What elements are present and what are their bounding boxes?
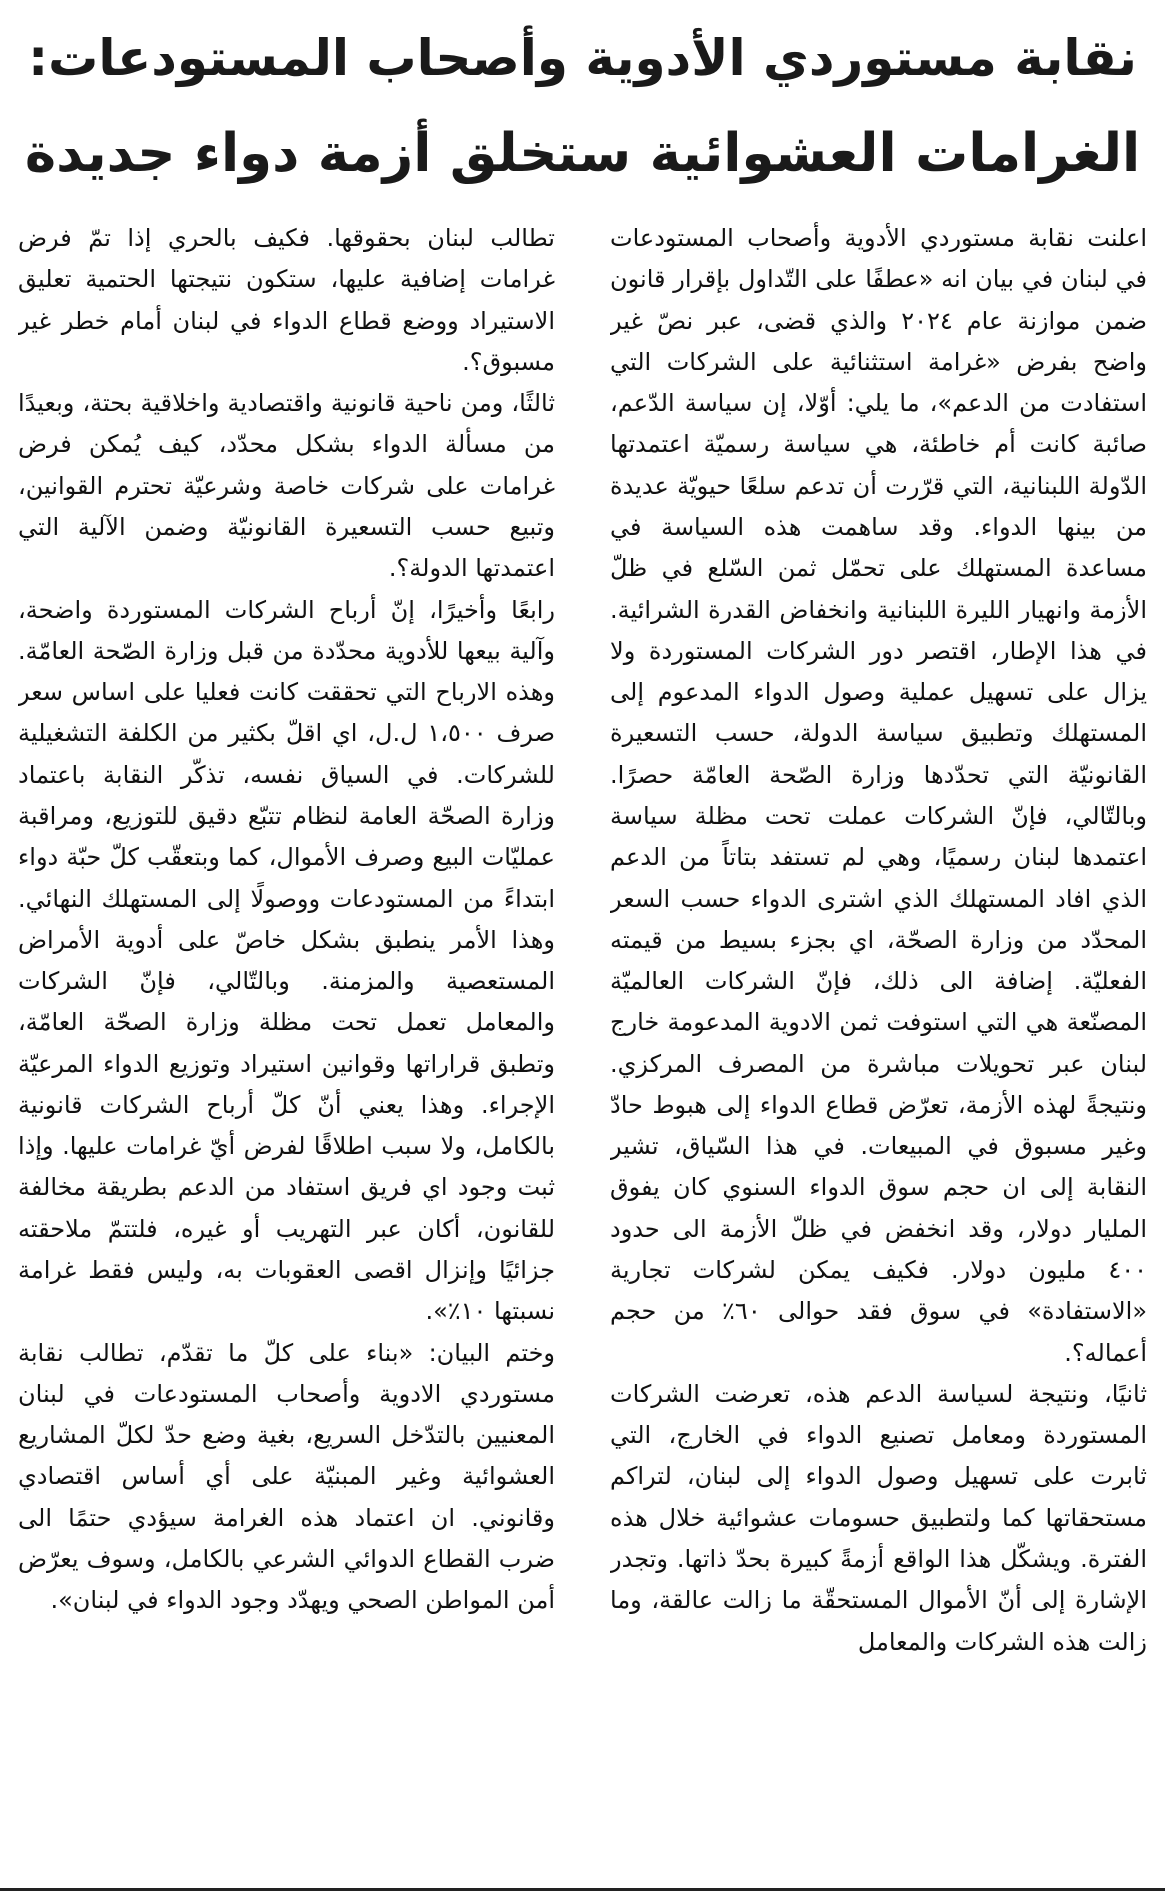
paragraph-point-two-continued: تطالب لبنان بحقوقها. فكيف بالحري إذا تمّ فرض غرامات إضافية عليها، ستكون نتيجتها الحتمية تعليق الاستيراد ووضع قطاع الدواء في لبنان أمام خطر غير مسبوق؟. xyxy=(18,224,555,376)
column-right xyxy=(610,218,1147,1868)
article-headline xyxy=(24,10,1141,210)
article-body xyxy=(18,218,1147,1868)
paragraph-point-three: ثالثًا، ومن ناحية قانونية واقتصادية واخلاقية بحتة، وبعيدًا من مسألة الدواء بشكل محدّد، كيف يُمكن فرض غرامات على شركات خاصة وشرعيّة تحترم القوانين، وتبيع حسب التسعيرة القانونيّة وضمن الآلية التي اعتمدتها الدولة؟. xyxy=(18,389,555,583)
column-left xyxy=(18,218,555,1868)
paragraph-point-two: ثانيًا، ونتيجة لسياسة الدعم هذه، تعرضت الشركات المستوردة ومعامل تصنيع الدواء في الخارج، التي ثابرت على تسهيل وصول الدواء إلى لبنان، لتراكم مستحقاتها كما ولتطبيق حسومات عشوائية خلال هذه الفترة. ويشكّل هذا الواقع أزمةً كبيرة بحدّ ذاتها. وتجدر الإشارة إلى أنّ الأموال المستحقّة ما زالت عالقة، وما زالت هذه الشركات والمعامل xyxy=(610,1379,1147,1656)
bottom-rule xyxy=(0,1888,1165,1891)
paragraph-intro-and-point-one: اعلنت نقابة مستوردي الأدوية وأصحاب المستودعات في لبنان في بيان انه «عطفًا على التّداول بإقرار قانون ضمن موازنة عام ٢٠٢٤ والذي قضى، عبر نصّ غير واضح بفرض «غرامة استثنائية على الشركات التي استفادت من الدعم»، ما يلي: أوّلا، إن سياسة الدّعم، صائبة كانت أم خاطئة، هي سياسة رسميّة اعتمدتها الدّولة اللبنانية، التي قرّرت أن تدعم سلعًا حيويّة عديدة من بينها الدواء. وقد ساهمت هذه السياسة في مساعدة المستهلك على تحمّل ثمن السّلع في ظلّ الأزمة وانهيار الليرة اللبنانية وانخفاض القدرة الشرائية. في هذا الإطار، اقتصر دور الشركات المستوردة ولا يزال على تسهيل عملية وصول الدواء المدعوم إلى المستهلك وتطبيق سياسة الدولة، حسب التسعيرة القانونيّة التي تحدّدها وزارة الصّحة العامّة حصرًا. وبالتّالي، فإنّ الشركات عملت تحت مظلة سياسة اعتمدها لبنان رسميًا، وهي لم تستفد بتاتاً من الدعم الذي افاد المستهلك الذي اشترى الدواء حسب السعر المحدّد من وزارة الصحّة، اي بجزء بسيط من قيمته الفعليّة. إضافة الى ذلك، فإنّ الشركات العالميّة المصنّعة هي التي استوفت ثمن الادوية المدعومة خارج لبنان عبر تحويلات مباشرة من المصرف المركزي. ونتيجةً لهذه الأزمة، تعرّض قطاع الدواء إلى هبوط حادّ وغير مسبوق في المبيعات. في هذا السّياق، تشير النقابة إلى ان حجم سوق الدواء السنوي كان يفوق المليار دولار، وقد انخفض في ظلّ الأزمة الى حدود ٤٠٠ مليون دولار. فكيف يمكن لشركات تجارية «الاستفادة» في سوق فقد حوالى ٦٠٪ من حجم أعماله؟. xyxy=(610,224,1147,1367)
headline-line-2: الغرامات العشوائية ستخلق أزمة دواء جديدة xyxy=(24,123,1141,184)
paragraph-conclusion: وختم البيان: «بناء على كلّ ما تقدّم، تطالب نقابة مستوردي الادوية وأصحاب المستودعات في لبنان المعنيين بالتدّخل السريع، بغية وضع حدّ لكلّ المشاريع العشوائية وغير المبنيّة على أي أساس اقتصادي وقانوني. ان اعتماد هذه الغرامة سيؤدي حتمًا الى ضرب القطاع الدوائي الشرعي بالكامل، وسوف يعرّض أمن المواطن الصحي ويهدّد وجود الدواء في لبنان». xyxy=(18,1338,555,1615)
headline-line-1: نقابة مستوردي الأدوية وأصحاب المستودعات: xyxy=(28,29,1137,87)
paragraph-point-four: رابعًا وأخيرًا، إنّ أرباح الشركات المستوردة واضحة، وآلية بيعها للأدوية محدّدة من قبل وزارة الصّحة العامّة. وهذه الارباح التي تحققت كانت فعليا على اساس سعر صرف ١،٥٠٠ ل.ل، اي اقلّ بكثير من الكلفة التشغيلية للشركات. في السياق نفسه، تذكّر النقابة باعتماد وزارة الصحّة العامة لنظام تتبّع دقيق للتوزيع، ومراقبة عمليّات البيع وصرف الأموال، كما وبتعقّب كلّ حبّة دواء ابتداءً من المستودعات ووصولًا إلى المستهلك النهائي. وهذا الأمر ينطبق بشكل خاصّ على أدوية الأمراض المستعصية والمزمنة. وبالتّالي، فإنّ الشركات والمعامل تعمل تحت مظلة وزارة الصحّة العامّة، وتطبق قراراتها وقوانين استيراد وتوزيع الدواء المرعيّة الإجراء. وهذا يعني أنّ كلّ أرباح الشركات قانونية بالكامل، ولا سبب اطلاقًا لفرض أيّ غرامات عليها. وإذا ثبت وجود اي فريق استفاد من الدعم بطريقة مخالفة للقانون، أكان عبر التهريب أو غيره، فلتتمّ ملاحقته جزائيًا وإنزال اقصى العقوبات به، وليس فقط غرامة نسبتها ١٠٪». xyxy=(18,595,555,1326)
